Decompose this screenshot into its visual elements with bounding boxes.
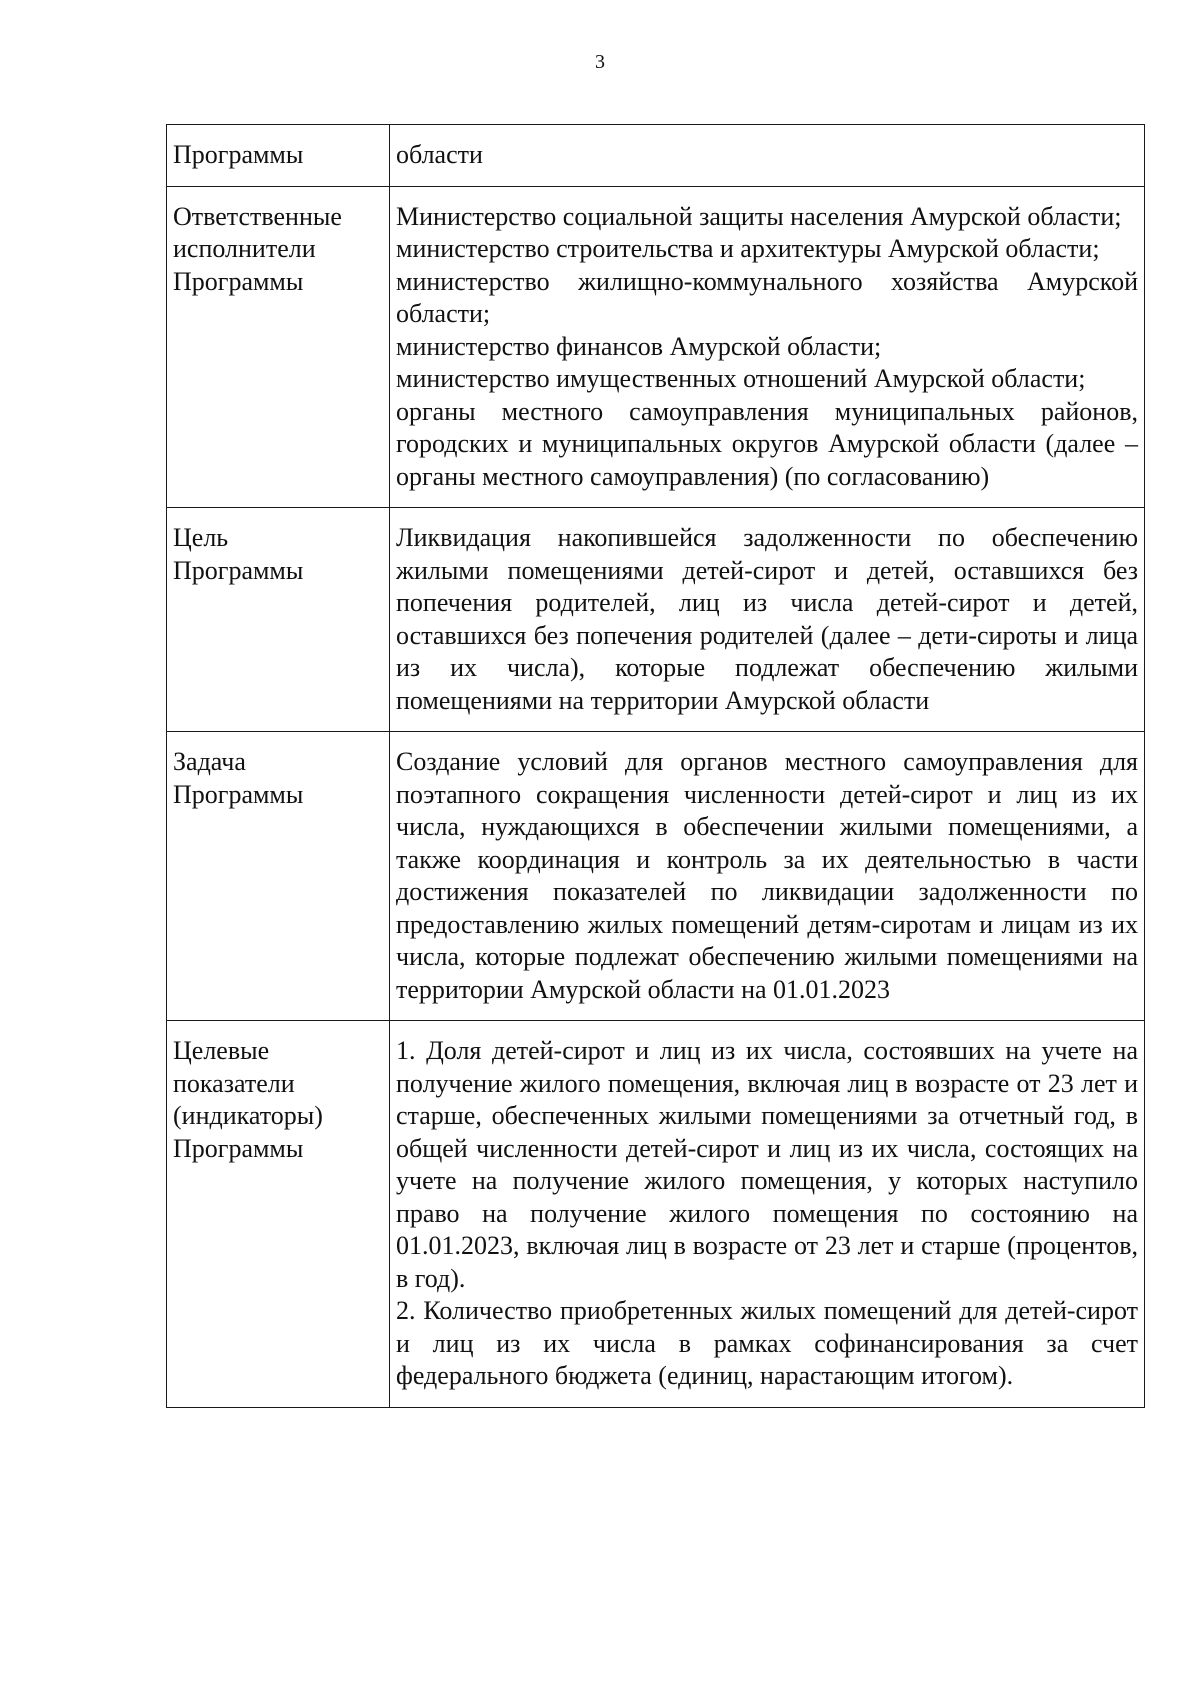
row-content xyxy=(390,1021,1145,1408)
row-label xyxy=(167,186,390,508)
table-row xyxy=(167,732,1145,1021)
row-content-paragraph: 2. Количество приобретенных жилых помещений для детей-сирот и лиц из их числа в рамках софинансирования за счет федерального бюджета (единиц, нарастающим итогом). xyxy=(396,1296,1138,1390)
row-label-line: Цель xyxy=(173,523,229,552)
table-row xyxy=(167,1021,1145,1408)
row-content xyxy=(390,508,1145,732)
row-content-paragraph: 1. Доля детей-сирот и лиц из их числа, состоявших на учете на получение жилого помещения, включая лиц в возрасте от 23 лет и старше, обеспеченных жилыми помещениями за отчетный год, в общей численности детей-сирот и лиц из их числа, состоящих на учете на получение жилого помещения, у которых наступило право на получение жилого помещения по состоянию на 01.01.2023, включая лиц в возрасте от 23 лет и старше (процентов, в год). xyxy=(396,1036,1138,1293)
row-content xyxy=(390,732,1145,1021)
row-content-paragraph: министерство имущественных отношений Амурской области; xyxy=(396,364,1086,393)
program-passport-table xyxy=(166,124,1145,1408)
row-label-line: показатели xyxy=(173,1068,295,1098)
row-label-line: Ответственные xyxy=(173,201,342,231)
row-label xyxy=(167,732,390,1021)
row-label-line: (индикаторы) xyxy=(173,1101,323,1130)
row-label xyxy=(167,508,390,732)
row-content-paragraph: министерство финансов Амурской области; xyxy=(396,331,882,361)
row-content-paragraph: области xyxy=(396,140,483,169)
row-content-paragraph: Министерство социальной защиты населения Амурской области; xyxy=(396,201,1122,231)
row-content-paragraph: министерство жилищно-коммунального хозяйства Амурской области; xyxy=(396,266,1138,328)
row-label-line: Программы xyxy=(173,555,304,585)
table-row xyxy=(167,125,1145,187)
row-label-line: Программы xyxy=(173,140,304,169)
row-label-line: исполнители xyxy=(173,234,316,263)
row-content-paragraph: Ликвидация накопившейся задолженности по обеспечению жилыми помещениями детей-сирот и детей, оставшихся без попечения родителей, лиц из числа детей-сирот и детей, оставшихся без попечения родителей (далее – дети-сироты и лица из их числа), которые подлежат обеспечению жилыми помещениями на территории Амурской области xyxy=(396,523,1138,715)
row-content xyxy=(390,125,1145,187)
row-label xyxy=(167,125,390,187)
row-label-line: Программы xyxy=(173,266,304,296)
row-content xyxy=(390,186,1145,508)
row-label-line: Программы xyxy=(173,1133,304,1163)
row-label-line: Задача xyxy=(173,747,246,776)
row-content-paragraph: Создание условий для органов местного самоуправления для поэтапного сокращения численности детей-сирот и лиц из их числа, нуждающихся в обеспечении жилыми помещениями, а также координация и контроль за их деятельностью в части достижения показателей по ликвидации задолженности по предоставлению жилых помещений детям-сиротам и лицам из их числа, которые подлежат обеспечению жилыми помещениями на территории Амурской области на 01.01.2023 xyxy=(396,747,1138,1004)
table-row xyxy=(167,508,1145,732)
row-label xyxy=(167,1021,390,1408)
page-number: 3 xyxy=(595,51,605,73)
row-content-paragraph: министерство строительства и архитектуры Амурской области; xyxy=(396,234,1100,263)
row-label-line: Программы xyxy=(173,779,304,809)
row-label-line: Целевые xyxy=(173,1036,270,1065)
row-content-paragraph: органы местного самоуправления муниципальных районов, городских и муниципальных округов Амурской области (далее – органы местного самоуправления) (по согласованию) xyxy=(396,396,1138,491)
table-row xyxy=(167,186,1145,508)
